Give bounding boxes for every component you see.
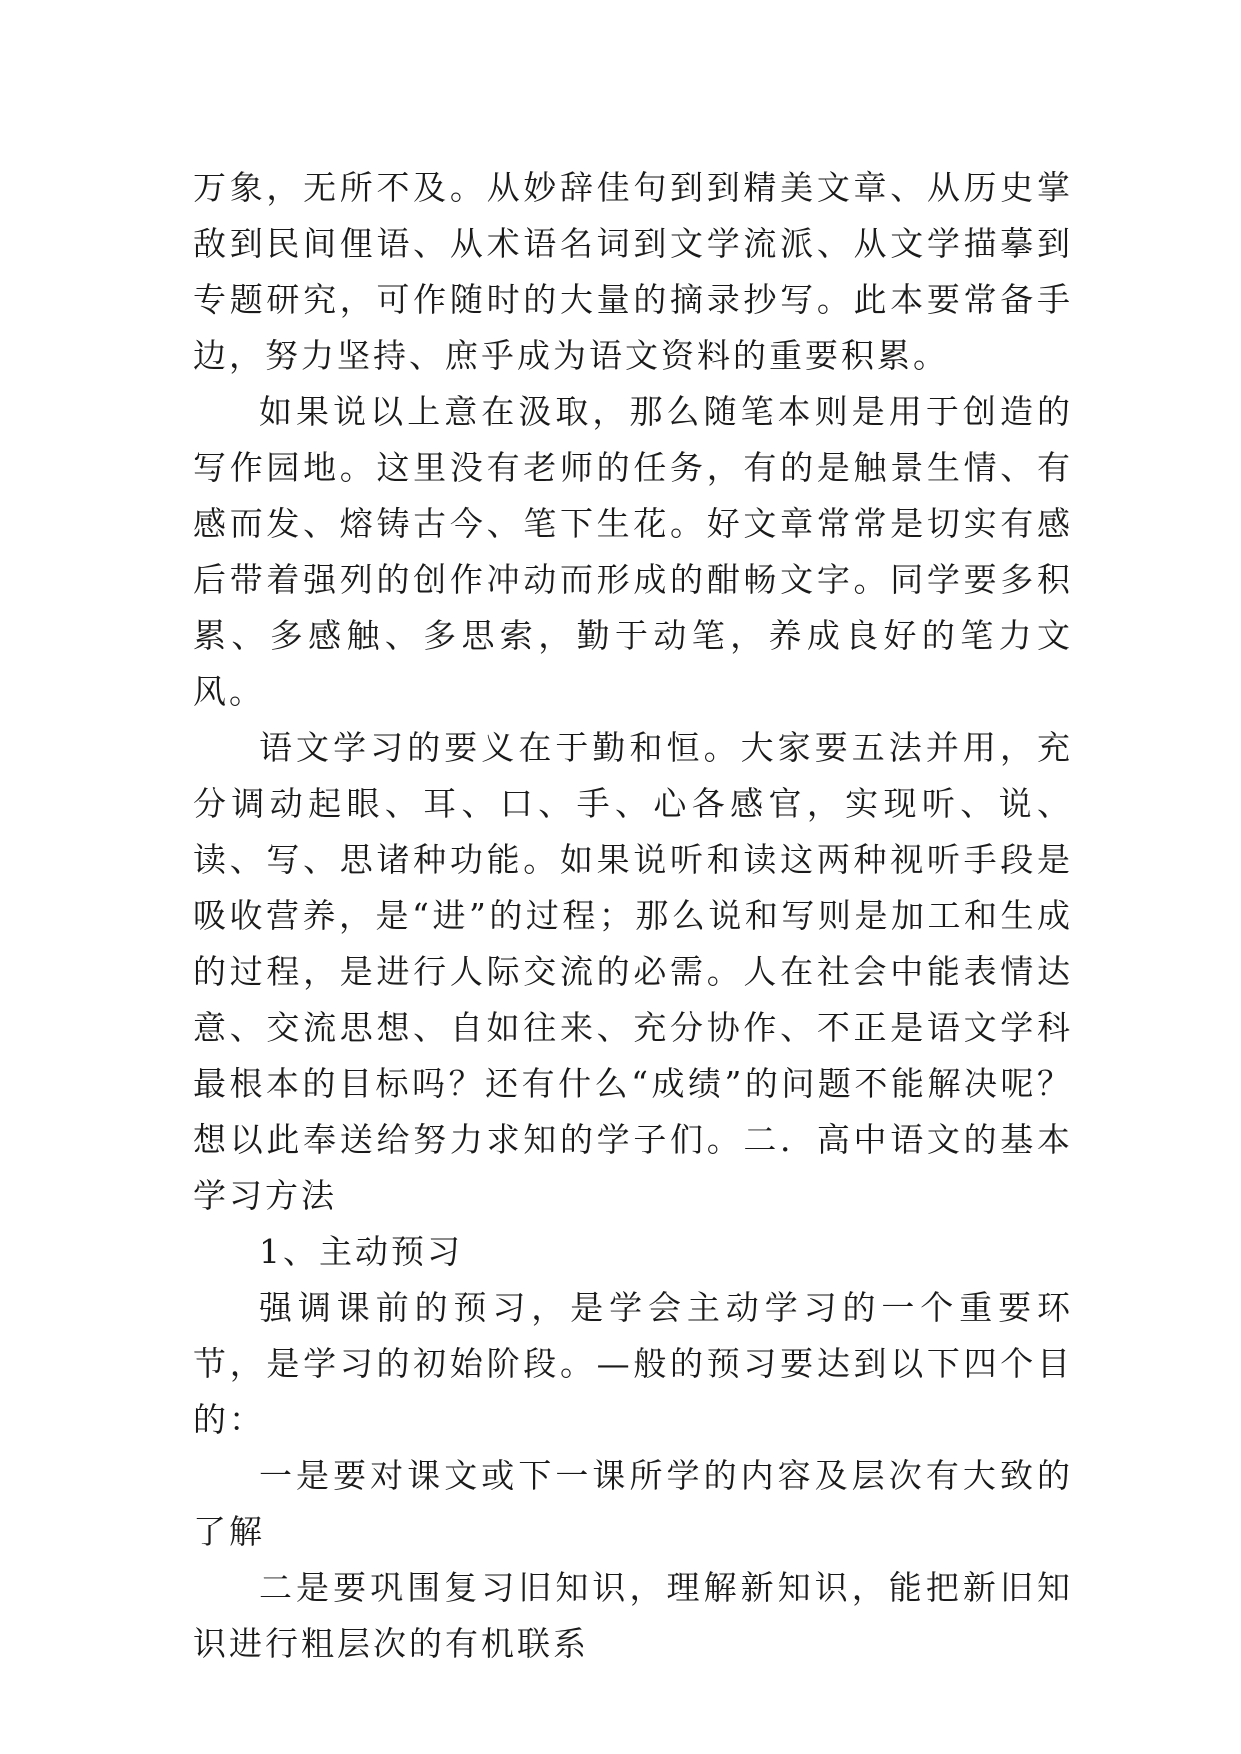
paragraph-6: 二是要巩围复习旧知识，理解新知识，能把新旧知识进行粗层次的有机联系	[193, 1568, 1073, 1663]
paragraph-5: 一是要对课文或下一课所学的内容及层次有大致的了解	[193, 1456, 1073, 1551]
section-heading-active-preview: 1、主动预习	[259, 1232, 463, 1271]
paragraph-3: 语文学习的要义在于勤和恒。大家要五法并用，充分调动起眼、耳、口、手、心各感官，实现听、说、读、写、思诸种功能。如果说听和读这两种视听手段是吸收营养，是“进”的过程；那么说和写则是加工和生成的过程，是进行人际交流的必需。人在社会中能表情达意、交流思想、自如往来、充分协作、不正是语文学科最根本的目标吗？还有什么“成绩”的问题不能解决呢？想以此奉送给努力求知的学子们。二．高中语文的基本学习方法	[193, 728, 1073, 1215]
paragraph-4: 强调课前的预习，是学会主动学习的一个重要环节，是学习的初始阶段。—般的预习要达到以下四个目的：	[193, 1288, 1073, 1439]
paragraph-2: 如果说以上意在汲取，那么随笔本则是用于创造的写作园地。这里没有老师的任务，有的是触景生情、有感而发、熔铸古今、笔下生花。好文章常常是切实有感后带着强列的创作冲动而形成的酣畅文字。同学要多积累、多感触、多思索，勤于动笔，养成良好的笔力文风。	[193, 392, 1073, 711]
body-text	[193, 160, 1073, 1672]
paragraph-1: 万象，无所不及。从妙辞佳句到到精美文章、从历史掌敌到民间俚语、从术语名词到文学流派、从文学描摹到专题研究，可作随时的大量的摘录抄写。此本要常备手边，努力坚持、庶乎成为语文资料的重要积累。	[193, 168, 1073, 375]
